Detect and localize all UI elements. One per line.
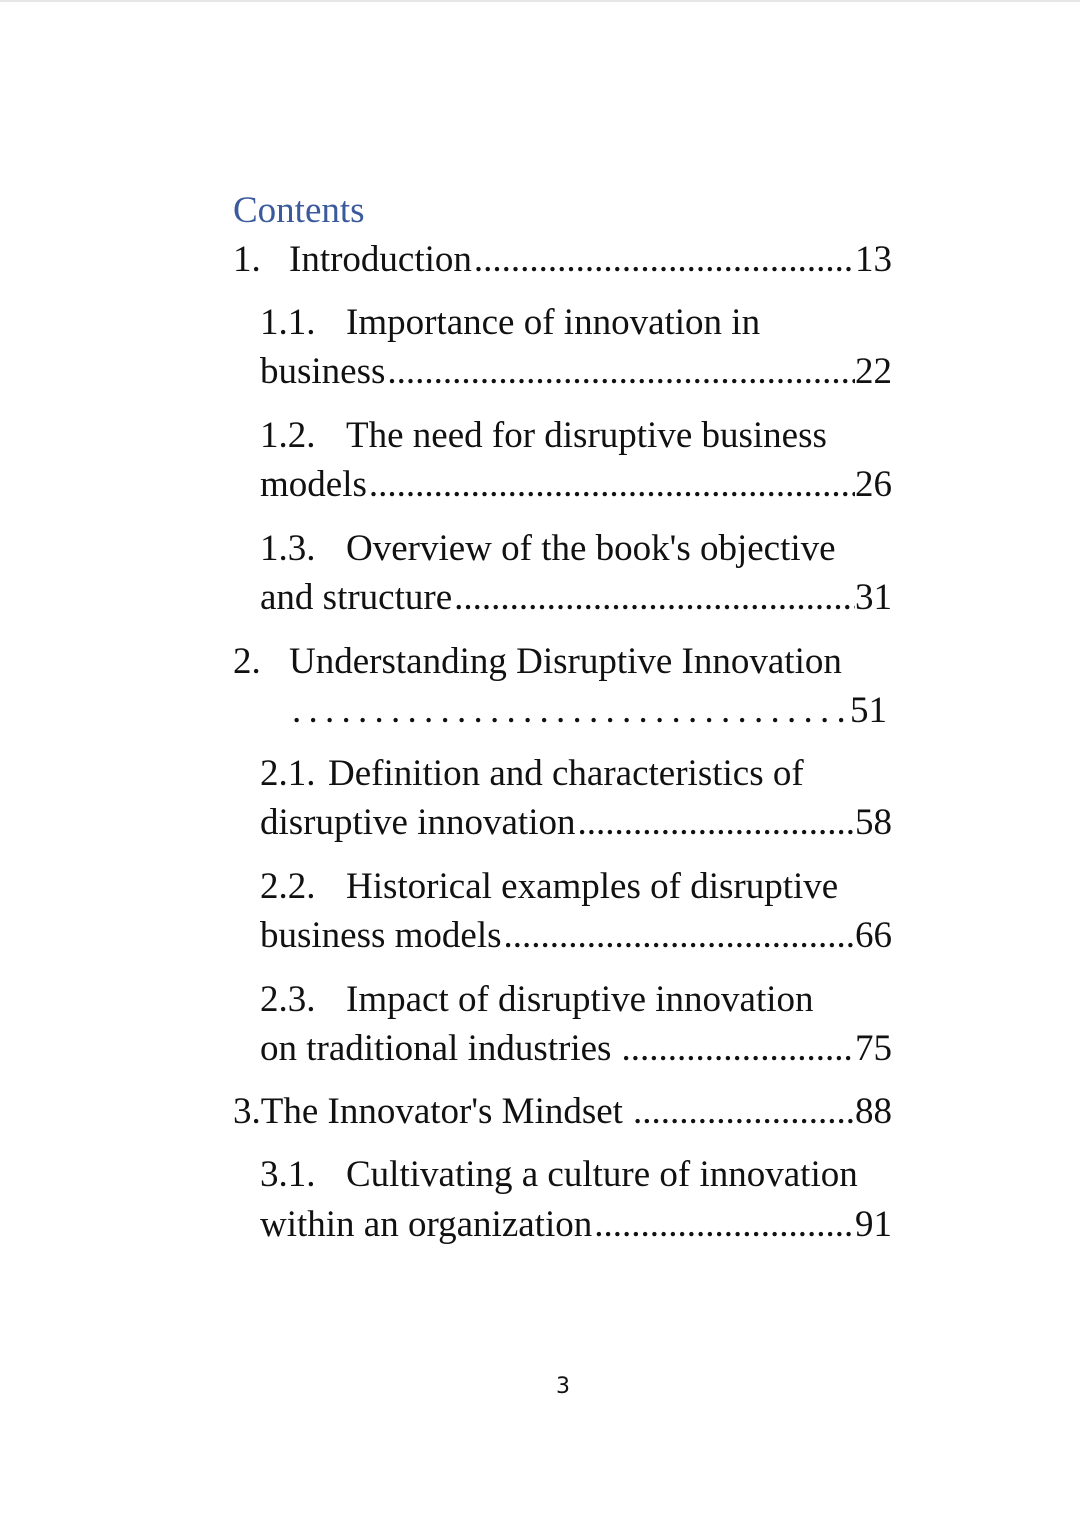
entry-number: 1.1. <box>260 302 316 343</box>
entry-title-cont: on traditional industries <box>260 1028 612 1069</box>
entry-number: 3.1. <box>260 1154 316 1195</box>
entry-title: Impact of disruptive innovation <box>346 979 814 1020</box>
entry-title: The need for disruptive business <box>346 415 827 456</box>
entry-title-cont: business models <box>260 915 502 956</box>
dot-leader <box>619 1024 855 1074</box>
page-top-border <box>0 0 1080 2</box>
entry-page: 31 <box>855 577 892 618</box>
toc-entry-3-1-cont[interactable] <box>260 1200 892 1250</box>
entry-number: 2. <box>233 641 261 682</box>
entry-page: 58 <box>855 802 892 843</box>
dot-leader <box>472 235 855 285</box>
dot-leader <box>290 686 850 736</box>
entry-title-cont: and structure <box>260 577 453 618</box>
toc-entry-2-1[interactable] <box>260 749 892 799</box>
toc-entry-3[interactable] <box>233 1087 892 1137</box>
toc-entry-1-3[interactable] <box>260 524 892 574</box>
toc-entry-2-2[interactable] <box>260 862 892 912</box>
entry-title: Definition and characteristics of <box>328 753 804 794</box>
entry-page: 13 <box>855 239 892 280</box>
toc-entry-2-cont[interactable] <box>290 686 887 736</box>
entry-title-cont: models <box>260 464 367 505</box>
entry-page: 26 <box>855 464 892 505</box>
entry-page: 88 <box>855 1091 892 1132</box>
entry-number: 1.2. <box>260 415 316 456</box>
toc-entry-1-1-cont[interactable] <box>260 347 892 397</box>
dot-leader <box>576 798 856 848</box>
page-number: 3 <box>556 1374 570 1399</box>
entry-page: 66 <box>855 915 892 956</box>
entry-title-cont: business <box>260 351 386 392</box>
dot-leader <box>592 1200 855 1250</box>
toc-entry-2-1-cont[interactable] <box>260 798 892 848</box>
entry-title: Importance of innovation in <box>346 302 761 343</box>
toc-entry-2-3-cont[interactable] <box>260 1024 892 1074</box>
entry-title: Introduction <box>289 239 472 280</box>
entry-page: 51 <box>850 690 887 731</box>
dot-leader <box>502 911 855 961</box>
entry-number: 2.2. <box>260 866 316 907</box>
entry-title-cont: within an organization <box>260 1204 593 1245</box>
entry-title: Historical examples of disruptive <box>346 866 839 907</box>
entry-page: 75 <box>855 1028 892 1069</box>
toc-entry-1-2-cont[interactable] <box>260 460 892 510</box>
dot-leader <box>385 347 855 397</box>
entry-number: 2.3. <box>260 979 316 1020</box>
dot-leader <box>631 1087 855 1137</box>
toc-entry-1-2[interactable] <box>260 411 892 461</box>
entry-title: Understanding Disruptive Innovation <box>289 641 842 682</box>
contents-heading: Contents <box>233 190 365 231</box>
entry-number: 1.3. <box>260 528 316 569</box>
entry-title: The Innovator's Mindset <box>260 1091 623 1132</box>
toc-entry-1-3-cont[interactable] <box>260 573 892 623</box>
toc-entry-2-3[interactable] <box>260 975 892 1025</box>
dot-leader <box>367 460 855 510</box>
dot-leader <box>452 573 855 623</box>
toc-entry-2[interactable] <box>233 637 892 687</box>
toc-entry-2-2-cont[interactable] <box>260 911 892 961</box>
entry-title: Cultivating a culture of innovation <box>346 1154 858 1195</box>
entry-page: 22 <box>855 351 892 392</box>
entry-page: 91 <box>855 1204 892 1245</box>
entry-title-cont: disruptive innovation <box>260 802 576 843</box>
toc-entry-1[interactable] <box>233 235 892 285</box>
toc-entry-3-1[interactable] <box>260 1150 892 1200</box>
entry-number: 2.1. <box>260 753 316 794</box>
toc-entry-1-1[interactable] <box>260 298 892 348</box>
entry-title: Overview of the book's objective <box>346 528 836 569</box>
entry-number: 3. <box>233 1091 261 1132</box>
entry-number: 1. <box>233 239 261 280</box>
